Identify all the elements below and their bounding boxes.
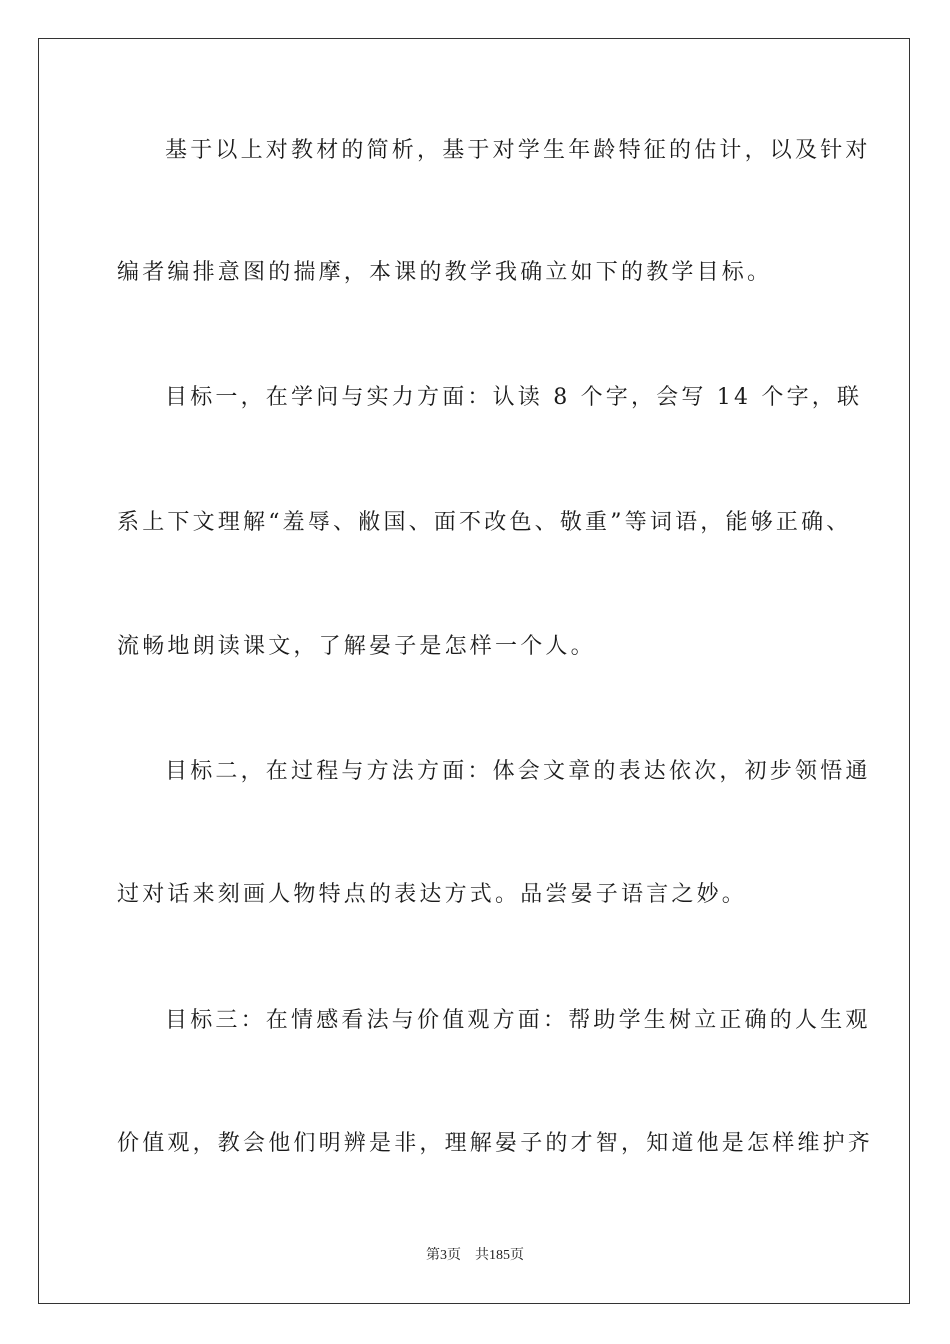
page-footer: [0, 1244, 950, 1264]
text-line-7: 过对话来刻画人物特点的表达方式。品尝晏子语言之妙。: [117, 882, 748, 907]
text-line-9: 价值观，教会他们明辨是非，理解晏子的才智，知道他是怎样维护齐: [117, 1131, 874, 1156]
text-line-5: 流畅地朗读课文，了解晏子是怎样一个人。: [117, 634, 596, 659]
text-line-4: 系上下文理解“羞辱、敝国、面不改色、敬重”等词语，能够正确、: [117, 510, 852, 535]
text-line-8: 目标三：在情感看法与价值观方面：帮助学生树立正确的人生观: [165, 1008, 871, 1033]
text-line-6: 目标二，在过程与方法方面：体会文章的表达依次，初步领悟通: [165, 759, 871, 784]
text-line-1: 基于以上对教材的简析，基于对学生年龄特征的估计，以及针对: [165, 138, 871, 163]
page-number: 第3页: [426, 1248, 461, 1263]
page-total: 共185页: [475, 1248, 524, 1263]
page-border: [38, 38, 910, 1304]
text-line-3: 目标一，在学问与实力方面：认读 8 个字，会写 14 个字，联: [165, 385, 863, 410]
text-line-2: 编者编排意图的揣摩，本课的教学我确立如下的教学目标。: [117, 260, 773, 285]
